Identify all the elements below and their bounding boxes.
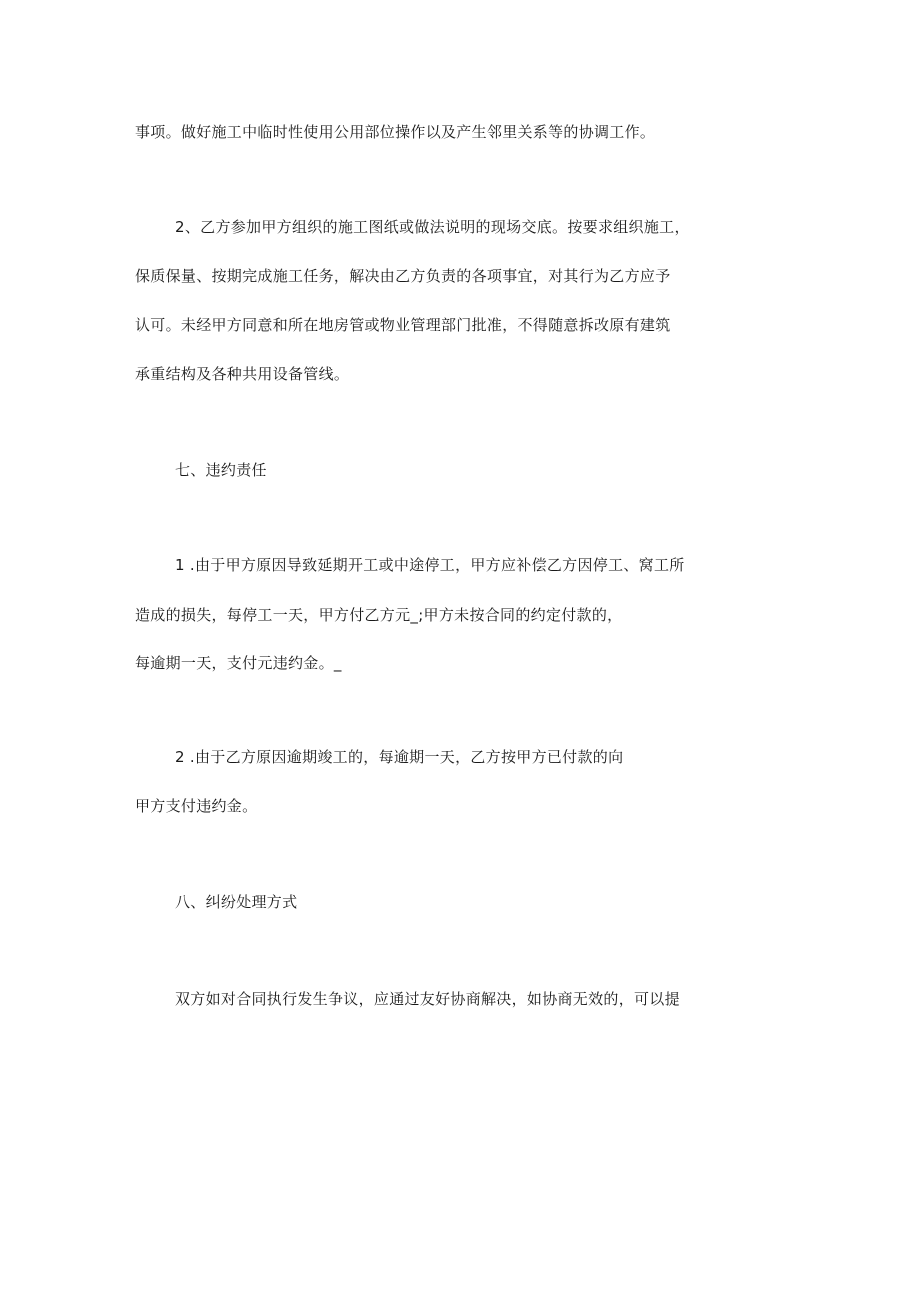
clause-2-line-1: 2、乙方参加甲方组织的施工图纸或做法说明的现场交底。按要求组织施工，	[175, 218, 690, 236]
clause-2-line-4: 承重结构及各种共用设备管线。	[135, 365, 350, 383]
section-7-item-1-line-2: 造成的损失，每停工一天，甲方付乙方元_;甲方未按合同的约定付款的，	[135, 606, 623, 624]
section-7-item-2-line-1: 2 .由于乙方原因逾期竣工的，每逾期一天，乙方按甲方已付款的向	[175, 748, 624, 766]
section-8-para-line-1: 双方如对合同执行发生争议，应通过友好协商解决，如协商无效的，可以提	[175, 990, 680, 1008]
section-8-heading: 八、纠纷处理方式	[175, 893, 298, 911]
section-7-item-1-line-1: 1 .由于甲方原因导致延期开工或中途停工，甲方应补偿乙方因停工、窝工所	[175, 556, 685, 574]
clause-2-line-2: 保质保量、按期完成施工任务，解决由乙方负责的各项事宜，对其行为乙方应予	[135, 267, 671, 285]
section-7-item-2-line-2: 甲方支付违约金。	[135, 797, 258, 815]
section-7-heading: 七、违约责任	[175, 461, 267, 479]
section-7-item-1-line-3: 每逾期一天，支付元违约金。_	[135, 654, 342, 672]
continuation-line-1: 事项。做好施工中临时性使用公用部位操作以及产生邻里关系等的协调工作。	[135, 123, 656, 141]
clause-2-line-3: 认可。未经甲方同意和所在地房管或物业管理部门批准，不得随意拆改原有建筑	[135, 316, 671, 334]
